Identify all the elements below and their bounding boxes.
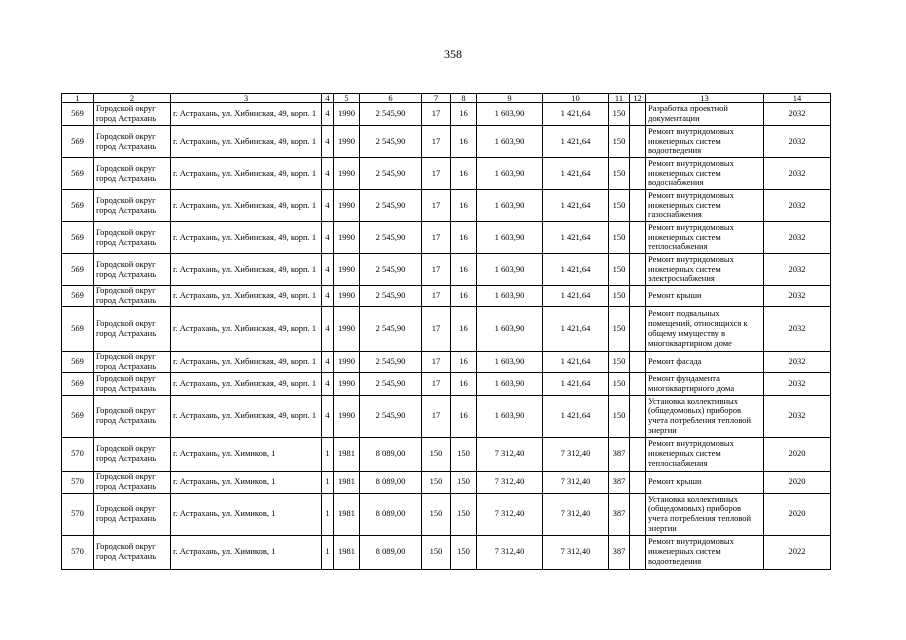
total-area-cell: 2 545,90 [360, 190, 422, 222]
year-cell: 1981 [334, 471, 360, 493]
total-area-cell: 8 089,00 [360, 437, 422, 471]
col11-cell: 150 [609, 222, 630, 254]
col9-cell: 1 603,90 [477, 126, 543, 158]
col11-cell: 150 [609, 286, 630, 307]
total-area-cell: 2 545,90 [360, 352, 422, 373]
col9-cell: 1 603,90 [477, 103, 543, 126]
row-number: 570 [62, 471, 94, 493]
row-number: 569 [62, 395, 94, 437]
year-cell: 1990 [334, 307, 360, 352]
col9-cell: 1 603,90 [477, 372, 543, 395]
col8-cell: 16 [451, 395, 477, 437]
table-row [62, 307, 831, 352]
total-area-cell: 8 089,00 [360, 535, 422, 569]
col7-cell: 150 [422, 437, 451, 471]
col9-cell: 7 312,40 [477, 535, 543, 569]
col7-cell: 17 [422, 126, 451, 158]
col12-cell [630, 352, 646, 373]
row-number: 569 [62, 307, 94, 352]
year-cell: 1990 [334, 158, 360, 190]
col12-cell [630, 493, 646, 535]
col9-cell: 1 603,90 [477, 222, 543, 254]
col9-cell: 1 603,90 [477, 254, 543, 286]
municipality-cell: Городской округ город Астрахань [94, 126, 171, 158]
total-area-cell: 2 545,90 [360, 158, 422, 190]
column-header: 9 [477, 94, 543, 103]
municipality-cell: Городской округ город Астрахань [94, 535, 171, 569]
column-header: 4 [322, 94, 334, 103]
col10-cell: 7 312,40 [543, 437, 609, 471]
total-area-cell: 2 545,90 [360, 372, 422, 395]
table-row [62, 103, 831, 126]
col8-cell: 16 [451, 103, 477, 126]
floors-cell: 1 [322, 493, 334, 535]
plan-year-cell: 2032 [764, 222, 831, 254]
row-number: 569 [62, 126, 94, 158]
address-cell: г. Астрахань, ул. Химиков, 1 [171, 535, 322, 569]
col7-cell: 150 [422, 471, 451, 493]
col8-cell: 150 [451, 535, 477, 569]
year-cell: 1981 [334, 493, 360, 535]
col7-cell: 150 [422, 493, 451, 535]
plan-year-cell: 2020 [764, 471, 831, 493]
column-header: 3 [171, 94, 322, 103]
col11-cell: 387 [609, 471, 630, 493]
work-type-cell: Ремонт внутридомовых инженерных систем теплоснабжения [646, 222, 764, 254]
work-type-cell: Ремонт внутридомовых инженерных систем газоснабжения [646, 190, 764, 222]
plan-year-cell: 2032 [764, 126, 831, 158]
col10-cell: 1 421,64 [543, 254, 609, 286]
address-cell: г. Астрахань, ул. Хибинская, 49, корп. 1 [171, 254, 322, 286]
col12-cell [630, 535, 646, 569]
work-type-cell: Ремонт внутридомовых инженерных систем водоотведения [646, 535, 764, 569]
col7-cell: 150 [422, 535, 451, 569]
col7-cell: 17 [422, 395, 451, 437]
row-number: 569 [62, 190, 94, 222]
col12-cell [630, 437, 646, 471]
col9-cell: 7 312,40 [477, 471, 543, 493]
plan-year-cell: 2020 [764, 437, 831, 471]
plan-year-cell: 2032 [764, 352, 831, 373]
col11-cell: 150 [609, 126, 630, 158]
floors-cell: 4 [322, 286, 334, 307]
col8-cell: 150 [451, 437, 477, 471]
col7-cell: 17 [422, 372, 451, 395]
row-number: 569 [62, 158, 94, 190]
col7-cell: 17 [422, 190, 451, 222]
address-cell: г. Астрахань, ул. Хибинская, 49, корп. 1 [171, 222, 322, 254]
col7-cell: 17 [422, 158, 451, 190]
municipality-cell: Городской округ город Астрахань [94, 471, 171, 493]
column-header: 14 [764, 94, 831, 103]
col8-cell: 16 [451, 286, 477, 307]
col12-cell [630, 471, 646, 493]
municipality-cell: Городской округ город Астрахань [94, 372, 171, 395]
column-header: 2 [94, 94, 171, 103]
total-area-cell: 2 545,90 [360, 395, 422, 437]
floors-cell: 4 [322, 352, 334, 373]
col8-cell: 16 [451, 254, 477, 286]
municipality-cell: Городской округ город Астрахань [94, 352, 171, 373]
municipality-cell: Городской округ город Астрахань [94, 493, 171, 535]
municipality-cell: Городской округ город Астрахань [94, 158, 171, 190]
col8-cell: 16 [451, 352, 477, 373]
plan-year-cell: 2032 [764, 372, 831, 395]
total-area-cell: 8 089,00 [360, 471, 422, 493]
col9-cell: 1 603,90 [477, 395, 543, 437]
column-header: 7 [422, 94, 451, 103]
row-number: 570 [62, 535, 94, 569]
address-cell: г. Астрахань, ул. Хибинская, 49, корп. 1 [171, 190, 322, 222]
col8-cell: 150 [451, 471, 477, 493]
work-type-cell: Ремонт крыши [646, 286, 764, 307]
col9-cell: 7 312,40 [477, 437, 543, 471]
col10-cell: 1 421,64 [543, 395, 609, 437]
municipality-cell: Городской округ город Астрахань [94, 286, 171, 307]
total-area-cell: 2 545,90 [360, 103, 422, 126]
col10-cell: 1 421,64 [543, 286, 609, 307]
col11-cell: 150 [609, 190, 630, 222]
address-cell: г. Астрахань, ул. Хибинская, 49, корп. 1 [171, 352, 322, 373]
municipality-cell: Городской округ город Астрахань [94, 222, 171, 254]
work-type-cell: Ремонт крыши [646, 471, 764, 493]
col11-cell: 387 [609, 437, 630, 471]
total-area-cell: 8 089,00 [360, 493, 422, 535]
work-type-cell: Разработка проектной документации [646, 103, 764, 126]
address-cell: г. Астрахань, ул. Хибинская, 49, корп. 1 [171, 307, 322, 352]
col12-cell [630, 395, 646, 437]
col8-cell: 16 [451, 126, 477, 158]
year-cell: 1990 [334, 352, 360, 373]
address-cell: г. Астрахань, ул. Хибинская, 49, корп. 1 [171, 286, 322, 307]
year-cell: 1990 [334, 395, 360, 437]
col10-cell: 7 312,40 [543, 493, 609, 535]
work-type-cell: Установка коллективных (общедомовых) приборов учета потребления тепловой энергии [646, 493, 764, 535]
year-cell: 1990 [334, 126, 360, 158]
col9-cell: 1 603,90 [477, 190, 543, 222]
plan-year-cell: 2022 [764, 535, 831, 569]
col7-cell: 17 [422, 286, 451, 307]
floors-cell: 4 [322, 103, 334, 126]
year-cell: 1981 [334, 437, 360, 471]
column-header: 12 [630, 94, 646, 103]
col12-cell [630, 372, 646, 395]
row-number: 570 [62, 493, 94, 535]
column-header: 8 [451, 94, 477, 103]
table-row [62, 471, 831, 493]
municipality-cell: Городской округ город Астрахань [94, 190, 171, 222]
row-number: 569 [62, 254, 94, 286]
col12-cell [630, 222, 646, 254]
address-cell: г. Астрахань, ул. Хибинская, 49, корп. 1 [171, 103, 322, 126]
table-row [62, 535, 831, 569]
address-cell: г. Астрахань, ул. Хибинская, 49, корп. 1 [171, 126, 322, 158]
address-cell: г. Астрахань, ул. Хибинская, 49, корп. 1 [171, 372, 322, 395]
table-row [62, 254, 831, 286]
row-number: 569 [62, 103, 94, 126]
floors-cell: 4 [322, 126, 334, 158]
col8-cell: 16 [451, 190, 477, 222]
floors-cell: 4 [322, 307, 334, 352]
address-cell: г. Астрахань, ул. Химиков, 1 [171, 437, 322, 471]
col9-cell: 1 603,90 [477, 307, 543, 352]
work-type-cell: Ремонт внутридомовых инженерных систем водоснабжения [646, 158, 764, 190]
total-area-cell: 2 545,90 [360, 307, 422, 352]
municipality-cell: Городской округ город Астрахань [94, 307, 171, 352]
col10-cell: 1 421,64 [543, 158, 609, 190]
col9-cell: 1 603,90 [477, 158, 543, 190]
work-type-cell: Ремонт внутридомовых инженерных систем электроснабжения [646, 254, 764, 286]
floors-cell: 4 [322, 158, 334, 190]
table-row [62, 395, 831, 437]
col12-cell [630, 307, 646, 352]
col12-cell [630, 286, 646, 307]
col10-cell: 1 421,64 [543, 352, 609, 373]
plan-year-cell: 2032 [764, 190, 831, 222]
floors-cell: 4 [322, 372, 334, 395]
year-cell: 1990 [334, 286, 360, 307]
column-header: 6 [360, 94, 422, 103]
col8-cell: 150 [451, 493, 477, 535]
plan-year-cell: 2032 [764, 158, 831, 190]
col11-cell: 150 [609, 158, 630, 190]
col11-cell: 150 [609, 352, 630, 373]
municipality-cell: Городской округ город Астрахань [94, 395, 171, 437]
municipality-cell: Городской округ город Астрахань [94, 254, 171, 286]
col8-cell: 16 [451, 307, 477, 352]
col7-cell: 17 [422, 254, 451, 286]
col7-cell: 17 [422, 222, 451, 254]
column-number-row [62, 94, 831, 103]
total-area-cell: 2 545,90 [360, 126, 422, 158]
plan-year-cell: 2032 [764, 286, 831, 307]
col10-cell: 7 312,40 [543, 535, 609, 569]
total-area-cell: 2 545,90 [360, 286, 422, 307]
column-header: 10 [543, 94, 609, 103]
col10-cell: 1 421,64 [543, 372, 609, 395]
table-row [62, 372, 831, 395]
plan-year-cell: 2020 [764, 493, 831, 535]
col9-cell: 7 312,40 [477, 493, 543, 535]
column-header: 1 [62, 94, 94, 103]
table-row [62, 352, 831, 373]
work-type-cell: Ремонт фундамента многоквартирного дома [646, 372, 764, 395]
total-area-cell: 2 545,90 [360, 222, 422, 254]
col10-cell: 1 421,64 [543, 307, 609, 352]
table-row [62, 493, 831, 535]
col12-cell [630, 254, 646, 286]
col10-cell: 7 312,40 [543, 471, 609, 493]
table-row [62, 437, 831, 471]
floors-cell: 4 [322, 222, 334, 254]
col12-cell [630, 190, 646, 222]
table-row [62, 222, 831, 254]
plan-year-cell: 2032 [764, 395, 831, 437]
col12-cell [630, 158, 646, 190]
row-number: 569 [62, 286, 94, 307]
col12-cell [630, 126, 646, 158]
col11-cell: 150 [609, 372, 630, 395]
work-type-cell: Ремонт подвальных помещений, относящихся к общему имуществу в многоквартирном доме [646, 307, 764, 352]
address-cell: г. Астрахань, ул. Хибинская, 49, корп. 1 [171, 158, 322, 190]
col7-cell: 17 [422, 307, 451, 352]
col11-cell: 150 [609, 254, 630, 286]
col10-cell: 1 421,64 [543, 222, 609, 254]
year-cell: 1990 [334, 222, 360, 254]
table-body [62, 103, 831, 570]
table-row [62, 286, 831, 307]
work-type-cell: Ремонт внутридомовых инженерных систем теплоснабжения [646, 437, 764, 471]
floors-cell: 1 [322, 471, 334, 493]
col7-cell: 17 [422, 103, 451, 126]
col10-cell: 1 421,64 [543, 190, 609, 222]
col11-cell: 150 [609, 103, 630, 126]
col11-cell: 387 [609, 493, 630, 535]
floors-cell: 1 [322, 437, 334, 471]
register-table [61, 93, 831, 570]
total-area-cell: 2 545,90 [360, 254, 422, 286]
municipality-cell: Городской округ город Астрахань [94, 103, 171, 126]
plan-year-cell: 2032 [764, 307, 831, 352]
col10-cell: 1 421,64 [543, 126, 609, 158]
col12-cell [630, 103, 646, 126]
address-cell: г. Астрахань, ул. Химиков, 1 [171, 471, 322, 493]
column-header: 13 [646, 94, 764, 103]
col8-cell: 16 [451, 158, 477, 190]
work-type-cell: Установка коллективных (общедомовых) приборов учета потребления тепловой энергии [646, 395, 764, 437]
row-number: 569 [62, 372, 94, 395]
floors-cell: 1 [322, 535, 334, 569]
year-cell: 1990 [334, 103, 360, 126]
row-number: 570 [62, 437, 94, 471]
work-type-cell: Ремонт фасада [646, 352, 764, 373]
col8-cell: 16 [451, 222, 477, 254]
table-row [62, 126, 831, 158]
col8-cell: 16 [451, 372, 477, 395]
plan-year-cell: 2032 [764, 254, 831, 286]
year-cell: 1981 [334, 535, 360, 569]
col11-cell: 387 [609, 535, 630, 569]
col7-cell: 17 [422, 352, 451, 373]
address-cell: г. Астрахань, ул. Хибинская, 49, корп. 1 [171, 395, 322, 437]
row-number: 569 [62, 222, 94, 254]
municipality-cell: Городской округ город Астрахань [94, 437, 171, 471]
column-header: 11 [609, 94, 630, 103]
col9-cell: 1 603,90 [477, 352, 543, 373]
floors-cell: 4 [322, 190, 334, 222]
floors-cell: 4 [322, 395, 334, 437]
col10-cell: 1 421,64 [543, 103, 609, 126]
row-number: 569 [62, 352, 94, 373]
year-cell: 1990 [334, 372, 360, 395]
floors-cell: 4 [322, 254, 334, 286]
plan-year-cell: 2032 [764, 103, 831, 126]
col11-cell: 150 [609, 307, 630, 352]
work-type-cell: Ремонт внутридомовых инженерных систем водоотведения [646, 126, 764, 158]
year-cell: 1990 [334, 254, 360, 286]
col9-cell: 1 603,90 [477, 286, 543, 307]
column-header: 5 [334, 94, 360, 103]
table-row [62, 190, 831, 222]
year-cell: 1990 [334, 190, 360, 222]
table-row [62, 158, 831, 190]
page-number: 358 [444, 47, 462, 61]
address-cell: г. Астрахань, ул. Химиков, 1 [171, 493, 322, 535]
col11-cell: 150 [609, 395, 630, 437]
